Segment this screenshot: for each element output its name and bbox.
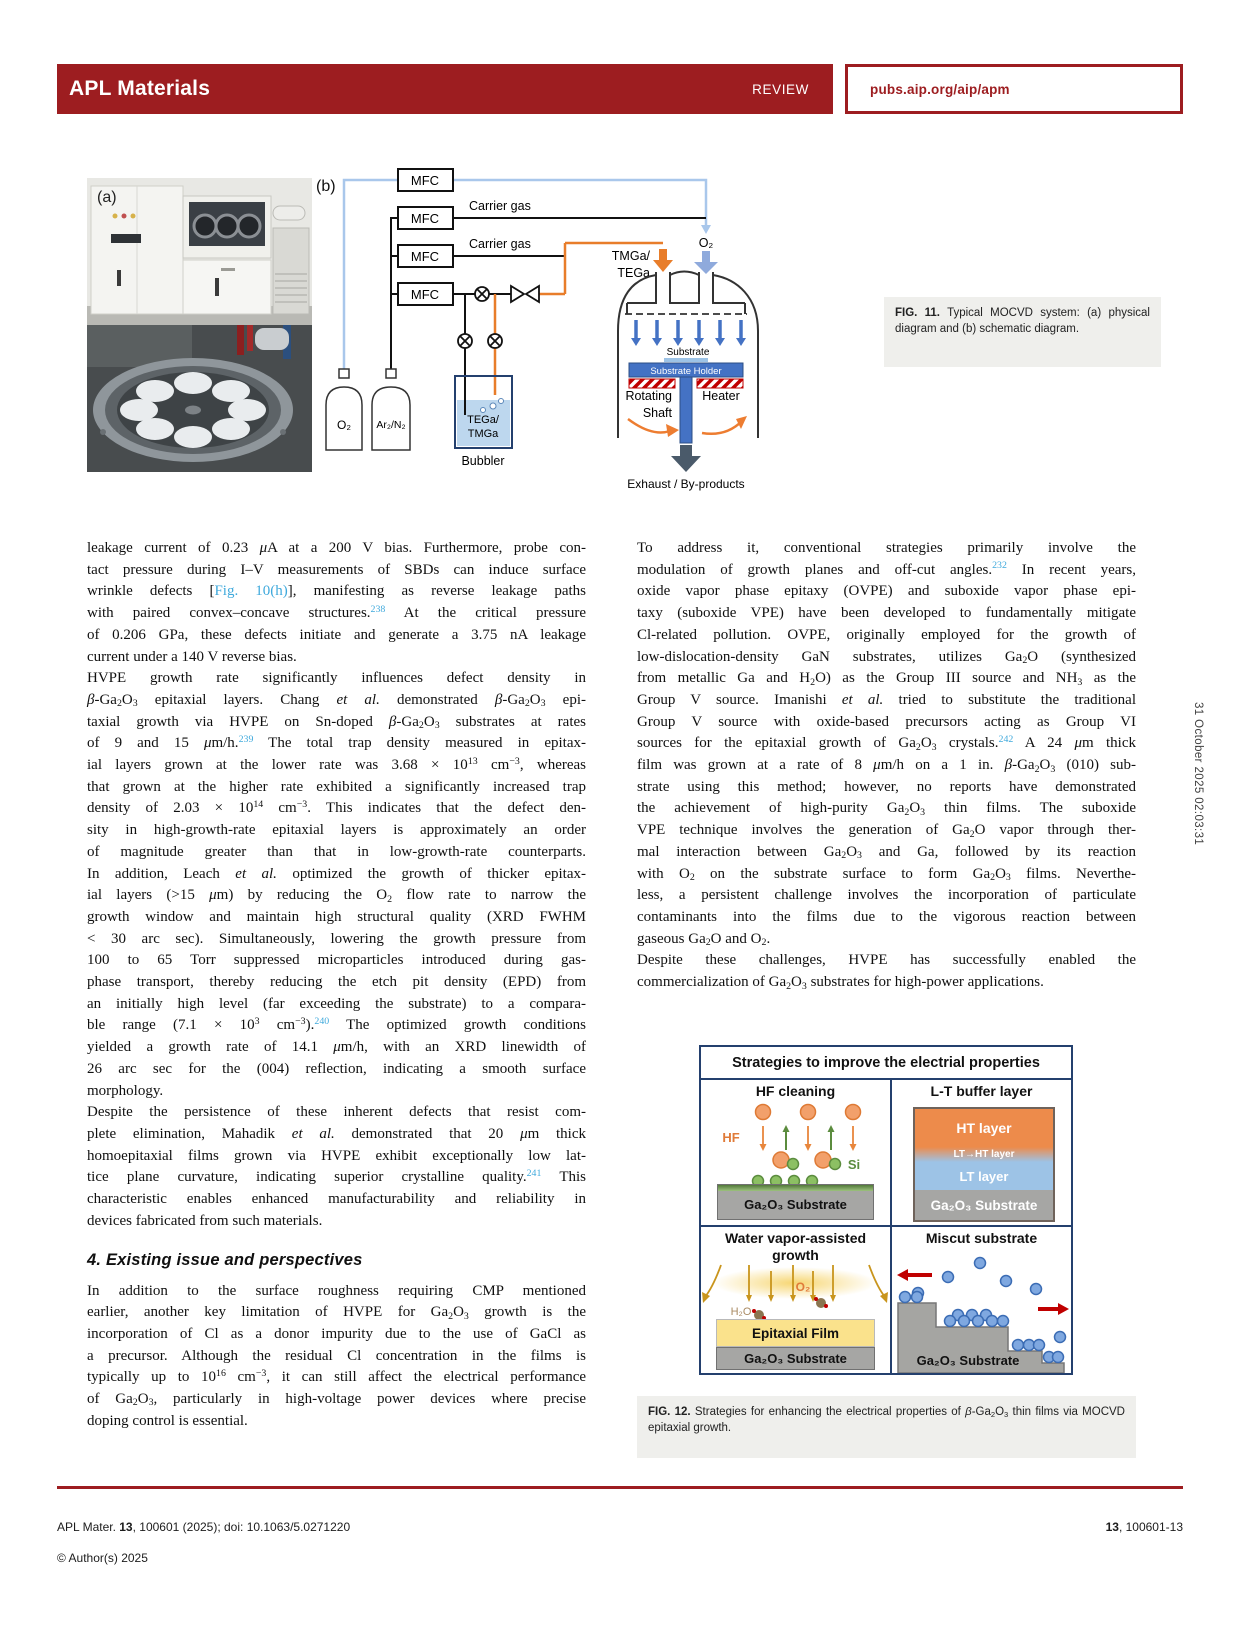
block-lines [87,538,586,668]
right-column [637,538,1136,994]
text-line: To address it, conventional strategies primarily involve the [637,540,1136,556]
svg-text:MFC: MFC [410,211,440,226]
text-line: 26 arc sec for the (004) reflection, indicating a smooth surface [87,1060,586,1077]
text-line: modulation of growth planes and off-cut angles.$^{232}$ In recent years, [637,560,1137,578]
fig12-panel-hf-cleaning: HF cleaning HF Si Ga₂O₃ Substrate [701,1080,890,1225]
epitaxial-film-label: Epitaxial Film [716,1319,875,1347]
text-line: wrinkle defects [Fig. 10(h)], manifesting as reverse leakage paths [87,583,586,600]
block-lines [87,1249,586,1272]
text-line: phase transport, thereby reducing the etch pit density (EPD) from [87,974,586,991]
svg-text:MFC: MFC [410,287,440,302]
text-line: Despite these challenges, HVPE has successfully enabled the [637,952,1136,969]
hf-label: HF [722,1130,740,1145]
text-line: Despite the persistence of these inherent defects that resist com- [87,1104,586,1121]
svg-text:TMGa: TMGa [467,428,499,440]
rotating-shaft [680,377,692,443]
text-line: sources for the epitaxial growth of $Ga_2O_3$ crystals.$^{242}$ A 24 μm thick [637,733,1136,753]
svg-text:TEGa/: TEGa/ [467,414,499,426]
text-line: taxy (suboxide VPE) have been developed to fundamentally mitigate [637,605,1136,622]
fig11-caption: FIG. 11. Typical MOCVD system: (a) physical diagram and (b) schematic diagram. [884,297,1161,367]
text-line: plete elimination, Mahadik et al. demonstrated that 20 μm thick [87,1125,586,1142]
svg-text:TEGa: TEGa [617,266,650,280]
substrate-label: Ga₂O₃ Substrate [916,1353,1020,1368]
text-line: tice plane curvature, indicating superior crystalline quality.$^{241}$ This [87,1167,586,1186]
text-block [87,668,586,1102]
text-line: ial layers grown at the lower rate was $3.68 \times 10^{13}$ $cm^{-3}$, whereas [87,755,587,774]
footer-rule [57,1486,1183,1489]
text-line: Group V source with oxide-based precursors acting as Group VI [637,713,1136,730]
block-lines [87,1102,586,1232]
text-line: devices fabricated from such materials. [87,1212,323,1229]
text-line: that grown at the higher rate exhibited a significantly increased trap [87,778,586,795]
text-line: taxial growth via HVPE on Sn-doped $\beta-Ga_2O_3$ substrates at rates [87,713,586,732]
text-block [637,950,1136,993]
substrate-label: Ga₂O₃ Substrate [716,1347,875,1370]
text-line: the achievement of high-purity $Ga_2O_3$ thin films. The suboxide [637,800,1136,818]
left-column [87,538,586,1432]
header-bar [57,64,833,114]
text-line: with paired convex–concave structures.$^{238}$ At the critical pressure [87,603,586,622]
text-line: density of $2.03 \times 10^{14}$ $cm^{-3}$. This indicates that the defect den- [87,799,586,817]
heater-element [629,379,675,388]
carrier-gas-label: Carrier gas [469,237,531,251]
text-line: of 0.206 GPa, these defects initiate and generate a 3.75 nA leakage [87,626,586,643]
ar-cylinder-label: Ar₂/N₂ [376,419,406,431]
text-line: Cl-related pollution. OVPE, originally employed for the growth of [637,626,1136,643]
journal-title: APL Materials [69,77,211,100]
text-line: characteristic enables enhanced manufacturability and reliability in [87,1191,586,1208]
text-block [87,1249,586,1272]
fig11-photo [87,178,312,472]
block-lines [87,668,586,1102]
exhaust-label: Exhaust / By-products [627,477,745,491]
gas-flow-arrows [631,320,746,346]
exhaust-arrow [671,445,701,472]
text-line: an initially high level (far exceeding the substrate) to a compara- [87,995,586,1012]
text-line: VPE technique involves the generation of $Ga_2O$ vapor through ther- [637,822,1136,840]
text-line: 4. Existing issue and perspectives [87,1250,363,1269]
mfc-boxes [398,169,453,305]
heater-label: Heater [702,389,740,403]
layer-stack [913,1107,1055,1222]
valve-icons [458,286,539,348]
text-line: current under a 140 V reverse bias. [87,648,297,665]
glovebox-port [238,215,260,237]
substrate-label: Ga₂O₃ Substrate [717,1184,874,1220]
bubbler-label: Bubbler [461,454,505,468]
ht-layer: HT layer [915,1109,1053,1147]
gas-cylinders [326,369,410,450]
text-line: film was grown at a rate of 8 μm/h on a 1 in. $\beta-Ga_2O_3$ (010) sub- [637,757,1137,775]
footer-citation: APL Mater. 13, 100601 (2025); doi: 10.1063/5.0271220 [57,1520,351,1534]
glovebox-port [216,215,238,237]
o2-label: O₂ [795,1280,811,1294]
text-line: with $O_2$ on the substrate surface to form $Ga_2O_3$ films. Neverthe- [637,865,1136,884]
text-line: HVPE growth rate significantly influences defect density in [87,670,586,687]
svg-text:TMGa/: TMGa/ [611,249,650,263]
photo-label: (a) [97,189,117,206]
svg-text:Rotating: Rotating [625,389,672,403]
text-line: mal interaction between $Ga_2O_3$ and Ga, followed by its reaction [637,843,1136,862]
text-line: of 9 and 15 μm/h.$^{239}$ The total trap density measured in epitax- [87,733,586,752]
svg-text:MFC: MFC [410,173,440,188]
text-line: a precursor. Although the residual Cl concentration in the films is [87,1347,586,1364]
block-lines [87,1281,586,1433]
text-line: sity in high-growth-rate epitaxial layers is approximately an order [87,822,586,839]
svg-text:Shaft: Shaft [642,406,672,420]
substrate-label: Ga₂O₃ Substrate [915,1190,1053,1220]
fig12-caption: FIG. 12. Strategies for enhancing the electrical properties of $\beta-Ga_2O_3$ thin films via MOCVD epitaxial growth. [637,1396,1136,1458]
substrate-label: Substrate [666,347,710,358]
text-line: gaseous $Ga_2O$ and $O_2$. [637,930,771,949]
text-line: 100 to 65 Torr suppressed microparticles introduced during gas- [87,952,586,969]
fig12-title: Strategies to improve the electrial properties [701,1047,1071,1080]
text-line: growth window and maintain high structural quality (XRD FWHM [87,908,586,925]
text-line: < 30 arc sec). Simultaneously, lowering the growth pressure from [87,930,586,947]
schematic-label: (b) [316,178,336,195]
svg-text:Substrate Holder: Substrate Holder [650,366,722,377]
text-line: low-dislocation-density GaN substrates, utilizes $Ga_2O$ (synthesized [637,648,1137,666]
block-lines [637,538,1136,950]
fig12-panel-miscut: Miscut substrate Ga₂O₃ Substrate [890,1225,1071,1373]
water-vapor-art [701,1265,890,1319]
text-line: leakage current of 0.23 μA at a 200 V bias. Furthermore, probe con- [87,540,586,556]
text-line: commercialization of $Ga_2O_3$ substrates for high-power applications. [637,974,1044,992]
site-link[interactable]: pubs.aip.org/aip/apm [870,81,1010,97]
text-line: yielded a growth rate of 14.1 μm/h, with an XRD linewidth of [87,1039,586,1056]
text-line: In addition, Leach et al. optimized the growth of thicker epitax- [87,865,586,882]
text-line: typically up to $10^{16}$ $cm^{-3}$, it can still affect the electrical performance [87,1367,587,1386]
block-lines [637,950,1136,993]
glovebox-port [194,215,216,237]
fig12-panel [699,1045,1073,1375]
carrier-gas-label: Carrier gas [469,199,531,213]
lt-ht-layer: LT→HT layer [915,1147,1053,1162]
article-type-badge: REVIEW [752,81,809,97]
h2o-label: H₂O [730,1306,752,1318]
publisher-site-box [845,64,1183,114]
text-line: of $Ga_2O_3$, particularly in high-voltage power devices where precise [87,1391,586,1409]
text-line: oxide vapor phase epitaxy (OVPE) and suboxide vapor phase epi- [637,583,1136,600]
text-line: of magnitude greater than that in low-growth-rate counterparts. [87,843,586,860]
text-line: Group V source. Imanishi et al. tried to substitute the traditional [637,691,1136,708]
equipment-rack [273,228,309,314]
fig11-schematic [312,163,768,492]
fig12-panel-lt-buffer: L-T buffer layer HT layer LT→HT layer LT layer Ga₂O₃ Substrate [890,1080,1071,1225]
text-line: homoepitaxial films grown via HVPE exhibit exceptionally low lat- [87,1147,586,1164]
text-block [87,538,586,668]
text-line: strate using this method; however, no reports have demonstrated [637,778,1136,795]
svg-text:MFC: MFC [410,249,440,264]
text-line: In addition to the surface roughness requiring CMP mentioned [87,1282,586,1299]
text-line: earlier, another key limitation of HVPE for $Ga_2O_3$ growth is the [87,1304,587,1322]
text-line: ble range ($7.1 \times 10^3$ $cm^{-3}).^{240}$ The optimized growth conditions [87,1016,587,1034]
hf-cleaning-art [701,1102,890,1186]
o2-cylinder-label: O₂ [337,418,351,432]
lt-layer: LT layer [915,1162,1053,1190]
text-block [87,1102,586,1232]
text-line: doping control is essential. [87,1412,248,1429]
text-line: less, a persistent challenge involves the incorporation of particulate [637,887,1136,904]
text-line: ial layers (>15 μm) by reducing the $O_2$ flow rate to narrow the [87,887,586,905]
text-line: tact pressure during I–V measurements of SBDs can induce surface [87,561,586,578]
text-line: morphology. [87,1082,164,1099]
o2-inlet-label: O₂ [698,236,714,250]
text-line: contaminants into the films due to the vigorous reaction between [637,908,1136,925]
text-line: from metallic Ga and $H_2O$) as the Group III source and $NH_3$ as the [637,670,1136,688]
footer-page-number: 13, 100601-13 [1105,1520,1183,1534]
text-block [87,1281,586,1433]
text-block [637,538,1136,950]
download-timestamp: 31 October 2025 02:03:31 [1192,702,1204,846]
si-label: Si [847,1157,861,1172]
fig12-panel-water-vapor: Water vapor-assisted growth O₂ H₂O Epitaxial Film Ga₂O₃ Substrate [701,1225,890,1373]
text-line: $\beta-Ga_2O_3$ epitaxial layers. Chang et al. demonstrated $\beta-Ga_2O_3$ epi- [87,691,587,710]
text-line: incorporation of Cl as a donor impurity due to the use of GaCl as [87,1325,586,1342]
heater-element [697,379,743,388]
footer-copyright: © Author(s) 2025 [57,1551,148,1565]
